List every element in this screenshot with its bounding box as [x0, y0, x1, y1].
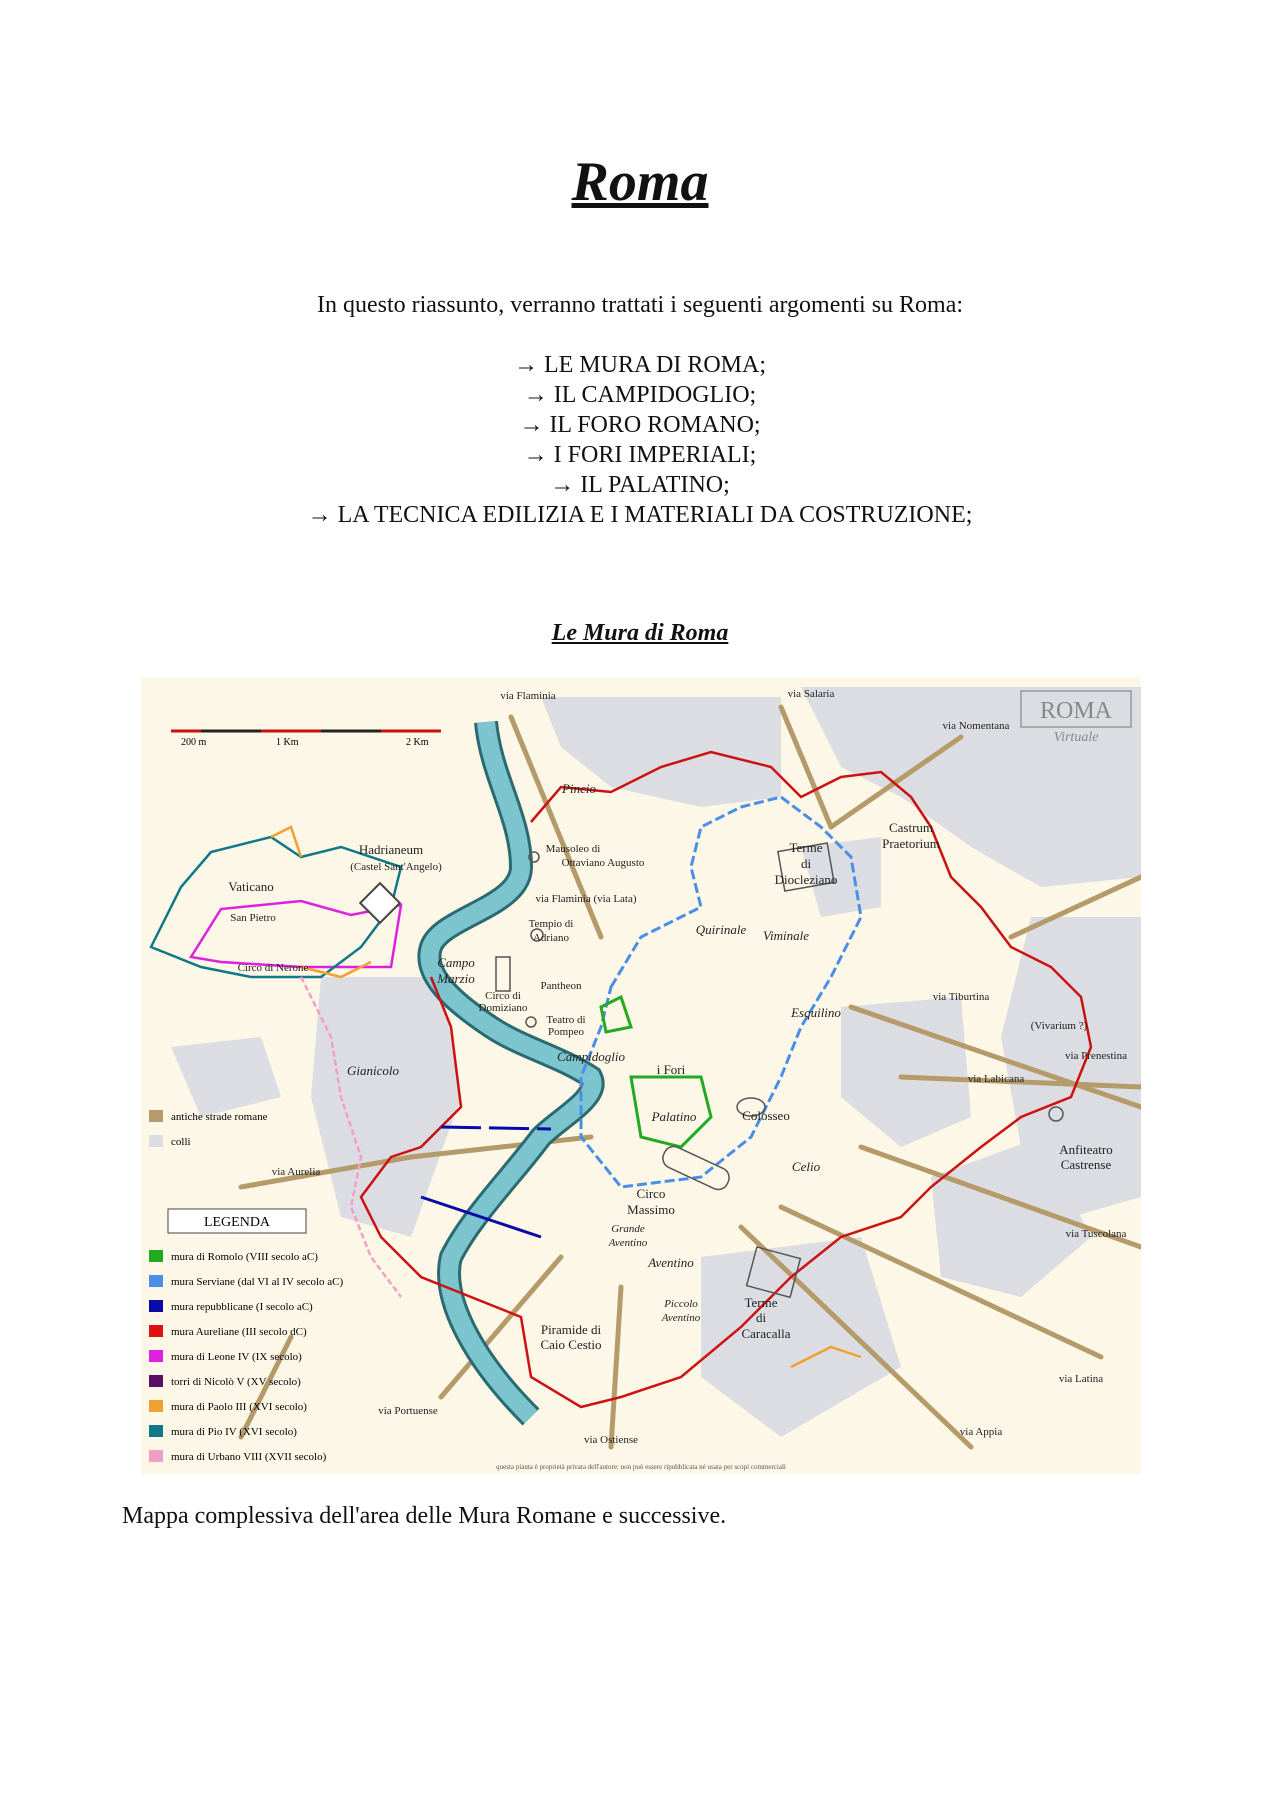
place-label: Campidoglio	[557, 1049, 625, 1064]
place-label: Terme	[744, 1295, 778, 1310]
svg-text:ROMA: ROMA	[1039, 698, 1113, 724]
place-label: Celio	[791, 1159, 821, 1174]
topic-item: → IL FORO ROMANO;	[519, 412, 761, 438]
place-label: Circo di	[485, 990, 521, 1002]
road-label: via Portuense	[378, 1405, 438, 1417]
place-label: Teatro di	[546, 1014, 586, 1026]
intro-text: In questo riassunto, verranno trattati i seguenti argomenti su Roma:	[316, 292, 964, 318]
place-label: San Pietro	[230, 912, 276, 924]
scale-label: 1 Km	[276, 737, 299, 748]
place-label: Caio Cestio	[540, 1337, 602, 1352]
place-label: Quirinale	[695, 922, 747, 937]
place-label: Palatino	[651, 1109, 697, 1124]
place-label: Hadrianeum	[358, 842, 424, 857]
topic-item: → I FORI IMPERIALI;	[523, 442, 757, 468]
road-label: via Prenestina	[1064, 1050, 1128, 1062]
map-footnote: questa pianta è proprietà privata dell'autore: non può essere ripubblicata né usata per scopi commerciali	[496, 1463, 786, 1471]
legend-label: torri di Nicolò V (XV secolo)	[171, 1376, 301, 1388]
road-label: via Aurelia	[271, 1166, 321, 1178]
place-label: Piccolo	[664, 1298, 698, 1310]
place-label: Mausoleo di	[545, 843, 601, 855]
topic-item: → IL PALATINO;	[550, 472, 730, 498]
place-label: (Vivarium ?)	[1030, 1020, 1088, 1032]
place-label: Aventino	[661, 1312, 701, 1324]
place-label: Diocleziano	[774, 872, 838, 887]
place-label: Campo	[437, 955, 475, 970]
topic-item: → IL CAMPIDOGLIO;	[523, 382, 757, 408]
road-label: via Labicana	[967, 1073, 1025, 1085]
topic-item: → LA TECNICA EDILIZIA E I MATERIALI DA COSTRUZIONE;	[307, 502, 973, 528]
road-label: via Flaminia	[500, 690, 556, 702]
legend-label: antiche strade romane	[171, 1111, 268, 1123]
place-label: Esquilino	[791, 1005, 841, 1020]
legend-label: mura di Romolo (VIII secolo aC)	[171, 1251, 318, 1263]
legend-label: mura di Pio IV (XVI secolo)	[171, 1426, 297, 1438]
place-label: Ottaviano Augusto	[561, 857, 645, 869]
place-label: Castrense	[1060, 1157, 1112, 1172]
place-label: Aventino	[608, 1237, 648, 1249]
place-label: Castrum	[888, 820, 934, 835]
place-label: Grande	[611, 1223, 645, 1235]
scale-label: 2 Km	[406, 737, 429, 748]
map-caption: Mappa complessiva dell'area delle Mura Romane e successive.	[122, 1503, 727, 1529]
place-label: Anfiteatro	[1059, 1142, 1113, 1157]
place-label: Pantheon	[540, 980, 582, 992]
place-label: Aventino	[648, 1255, 694, 1270]
road-label: via Salaria	[787, 688, 835, 700]
place-label: i Fori	[656, 1062, 686, 1077]
place-label: Vaticano	[228, 879, 274, 894]
topic-list	[0, 350, 1280, 530]
place-label: Praetorium	[882, 836, 940, 851]
svg-text:Virtuale: Virtuale	[1053, 730, 1099, 745]
page-title: Roma	[571, 151, 709, 213]
road-label: via Tuscolana	[1065, 1228, 1127, 1240]
place-label: Massimo	[627, 1202, 675, 1217]
place-label: Terme	[789, 840, 823, 855]
scale-label: 200 m	[181, 737, 207, 748]
legend-label: mura repubblicane (I secolo aC)	[171, 1301, 313, 1313]
legend-label: mura di Urbano VIII (XVII secolo)	[171, 1451, 327, 1463]
place-label: Caracalla	[741, 1326, 791, 1341]
place-label: Domiziano	[478, 1002, 528, 1014]
place-label: di	[755, 1310, 767, 1325]
place-label: (Castel Sant'Angelo)	[350, 861, 442, 873]
legend-label: mura Serviane (dal VI al IV secolo aC)	[171, 1276, 344, 1288]
road-label: via Ostiense	[583, 1434, 639, 1446]
place-label: Gianicolo	[347, 1063, 399, 1078]
place-label: Pincio	[562, 781, 596, 796]
place-label: Piramide di	[540, 1322, 602, 1337]
place-label: Pompeo	[547, 1026, 585, 1038]
legend-label: mura Aureliane (III secolo dC)	[171, 1326, 307, 1338]
road-label: via Latina	[1058, 1373, 1104, 1385]
road-label: via Tiburtina	[932, 991, 990, 1003]
place-label: Viminale	[763, 928, 809, 943]
place-label: Marzio	[437, 971, 475, 986]
legend-label: mura di Leone IV (IX secolo)	[171, 1351, 302, 1363]
road-label: via Nomentana	[942, 720, 1010, 732]
place-label: Colosseo	[742, 1108, 790, 1123]
road-label: via Flaminia (via Lata)	[535, 893, 637, 905]
section-title: Le Mura di Roma	[551, 620, 729, 646]
place-label: Circo di Nerone	[237, 962, 309, 974]
place-label: Tempio di	[528, 918, 574, 930]
place-label: di	[800, 856, 812, 871]
road-label: via Appia	[959, 1426, 1003, 1438]
topic-item: → LE MURA DI ROMA;	[513, 352, 766, 378]
legend-label: mura di Paolo III (XVI secolo)	[171, 1401, 307, 1413]
rome-walls-map	[141, 677, 1141, 1474]
place-label: Adriano	[532, 932, 570, 944]
place-label: Circo	[636, 1186, 666, 1201]
legend-label: colli	[171, 1136, 191, 1148]
legend-title: LEGENDA	[203, 1215, 271, 1230]
